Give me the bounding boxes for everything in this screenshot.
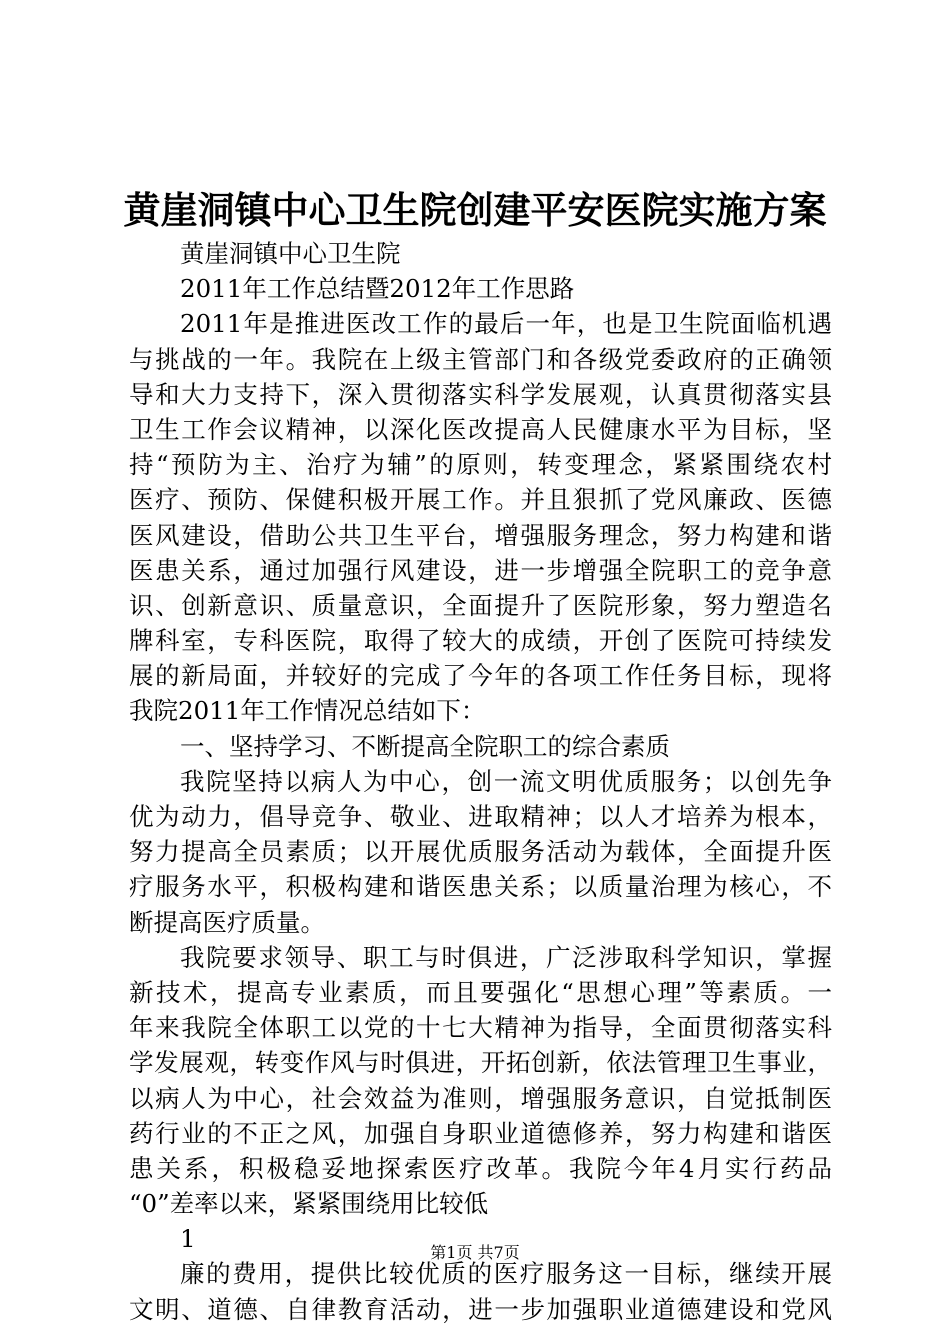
paragraph-line: 我院2011年工作情况总结如下： [129,696,486,726]
paragraph-line: 医患关系，通过加强行风建设，进一步增强全院职工的竞争意 [129,555,832,585]
paragraph-line: 展的新局面，并较好的完成了今年的各项工作任务目标，现将 [129,661,832,691]
paragraph-line: 疗服务水平，积极构建和谐医患关系；以质量治理为核心，不 [129,872,832,902]
paragraph-line: 识、创新意识、质量意识，全面提升了医院形象，努力塑造名 [129,590,832,620]
paragraph-line: 药行业的不正之风，加强自身职业道德修养，努力构建和谐医 [129,1118,832,1148]
subtitle-line: 2011年工作总结暨2012年工作思路 [180,274,575,304]
paragraph-line: 持“预防为主、治疗为辅”的原则，转变理念，紧紧围绕农村 [129,450,832,480]
paragraph-line: 我院要求领导、职工与时俱进，广泛涉取科学知识，掌握 [180,942,832,972]
paragraph-line: 以病人为中心，社会效益为准则，增强服务意识，自觉抵制医 [129,1083,832,1113]
section-heading: 一、坚持学习、不断提高全院职工的综合素质 [180,731,670,761]
paragraph-line: “0”差率以来，紧紧围绕用比较低 [129,1189,489,1219]
page-footer: 第1页 共7页 [430,1243,520,1262]
paragraph-line: 我院坚持以病人为中心，创一流文明优质服务；以创先争 [180,766,832,796]
paragraph-line: 文明、道德、自律教育活动，进一步加强职业道德建设和党风 [129,1294,832,1324]
paragraph-line: 努力提高全员素质；以开展优质服务活动为载体，全面提升医 [129,837,832,867]
paragraph-line: 与挑战的一年。我院在上级主管部门和各级党委政府的正确领 [129,344,832,374]
paragraph-line: 卫生工作会议精神，以深化医改提高人民健康水平为目标，坚 [129,414,832,444]
paragraph-line: 导和大力支持下，深入贯彻落实科学发展观，认真贯彻落实县 [129,379,832,409]
paragraph-line: 廉的费用，提供比较优质的医疗服务这一目标，继续开展 [180,1259,832,1289]
document-body [129,236,832,1327]
inline-page-number: 1 [180,1224,196,1254]
paragraph-line: 医风建设，借助公共卫生平台，增强服务理念，努力构建和谐 [129,520,832,550]
paragraph-line: 牌科室，专科医院，取得了较大的成绩，开创了医院可持续发 [129,626,832,656]
paragraph-line: 优为动力，倡导竞争、敬业、进取精神；以人才培养为根本， [129,802,832,831]
org-name-line: 黄崖洞镇中心卫生院 [180,239,401,268]
paragraph-line: 医疗、预防、保健积极开展工作。并且狠抓了党风廉政、医德 [129,485,832,515]
paragraph-line: 年来我院全体职工以党的十七大精神为指导，全面贯彻落实科 [129,1013,832,1043]
document-title: 黄崖洞镇中心卫生院创建平安医院实施方案 [123,188,827,232]
paragraph-line: 患关系，积极稳妥地探索医疗改革。我院今年4月实行药品 [129,1153,832,1183]
paragraph-line: 新技术，提高专业素质，而且要强化“思想心理”等素质。一 [129,977,832,1007]
paragraph-line: 学发展观，转变作风与时俱进，开拓创新，依法管理卫生事业， [129,1048,832,1078]
paragraph-line: 断提高医疗质量。 [129,907,325,937]
paragraph-line: 2011年是推进医改工作的最后一年，也是卫生院面临机遇 [180,309,832,339]
